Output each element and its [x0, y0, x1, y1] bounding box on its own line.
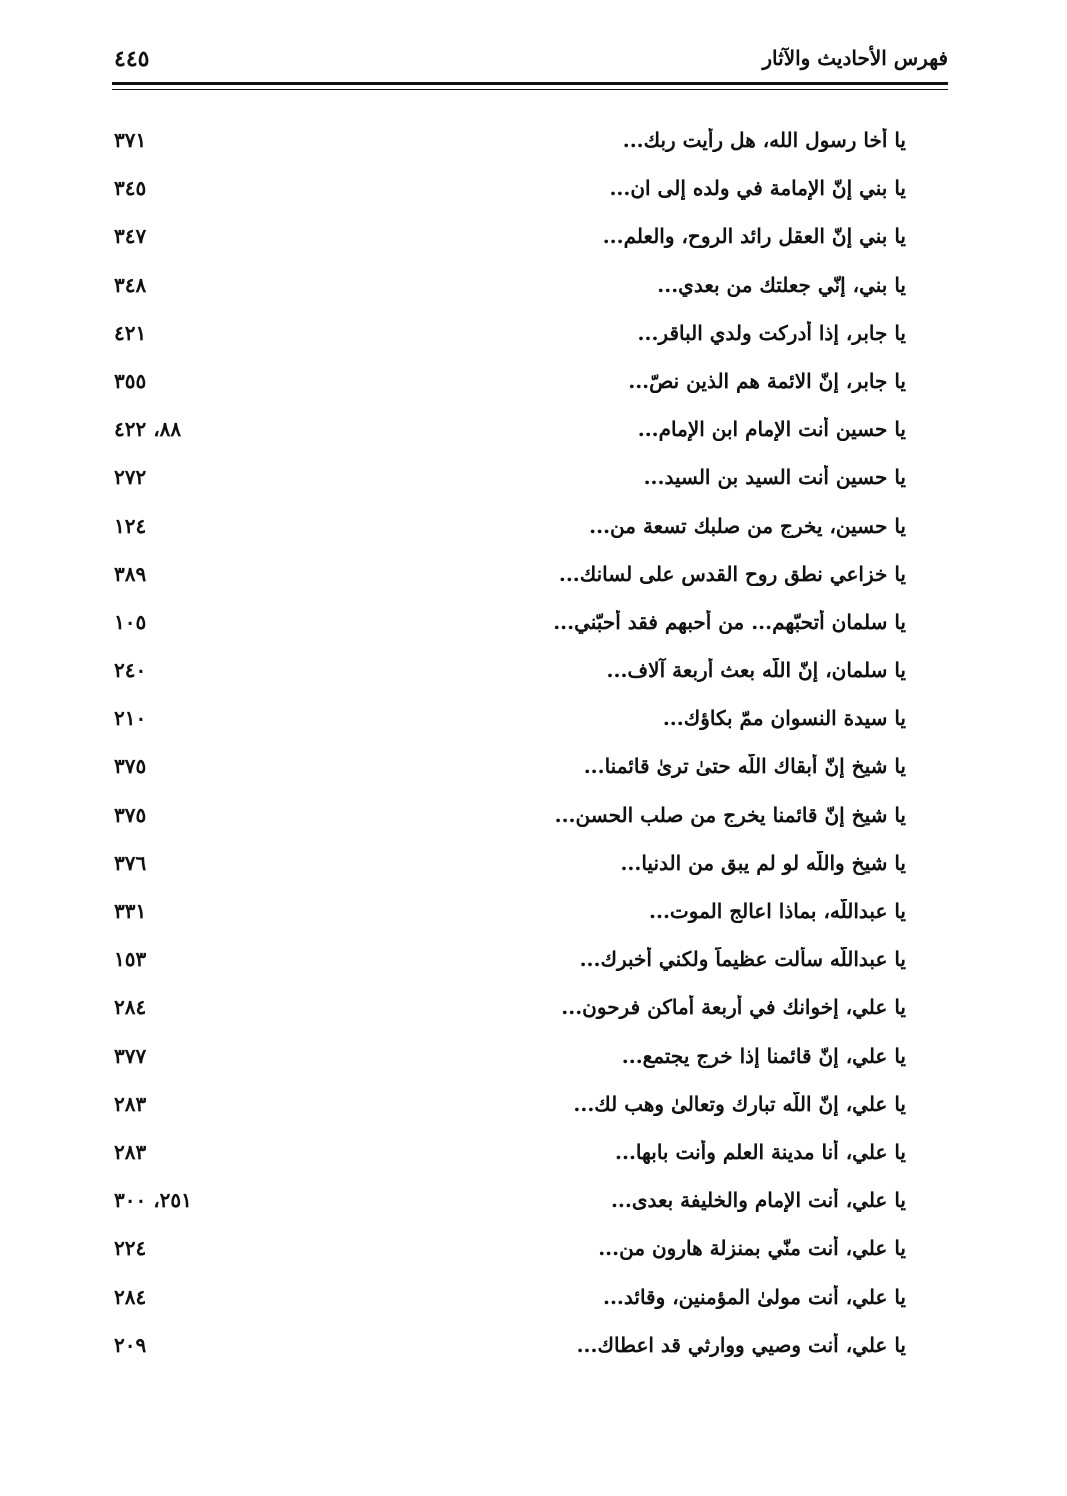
entry-text: يا شيخ إنّ أبقاك اللّه حتىٰ ترىٰ قائمنا... [583, 754, 906, 779]
entry-text: يا حسين أنت السيد بن السيد... [643, 465, 906, 490]
entry-text: يا شيخ واللّه لو لم يبق من الدنيا... [620, 850, 906, 875]
index-entry [112, 1086, 906, 1134]
entry-page-refs: ٣٧٧ [114, 1043, 147, 1068]
index-entry [112, 1230, 906, 1278]
index-entry [112, 556, 906, 604]
entry-text: يا علي، إخوانك في أربعة أماكن فرحون... [561, 995, 906, 1020]
entry-page-refs: ٢٠٩ [114, 1332, 147, 1357]
entry-page-refs: ١٢٤ [114, 513, 147, 538]
entry-text: يا بني، إنّي جعلتك من بعدي... [657, 272, 906, 297]
entry-text: يا سلمان أتحبّهم... من أحبهم فقد أحبّني... [553, 609, 906, 634]
index-entry [112, 1279, 906, 1327]
page-number: ٤٤٥ [114, 46, 150, 72]
index-entry [112, 170, 906, 218]
index-entry [112, 1038, 906, 1086]
entry-text: يا خزاعي نطق روح القدس على لسانك... [558, 561, 906, 586]
index-entry [112, 604, 906, 652]
index-entry [112, 218, 906, 266]
entry-text: يا حسين، يخرج من صلبك تسعة من... [589, 513, 906, 538]
header-rule-thin [112, 89, 948, 90]
entry-page-refs: ٣٧١ [114, 128, 147, 152]
entry-page-refs: ٣٤٥ [114, 176, 147, 201]
index-entry [112, 508, 906, 556]
index-entry [112, 893, 906, 941]
entry-text: يا شيخ إنّ قائمنا يخرج من صلب الحسن... [554, 802, 906, 827]
entry-text: يا علي، أنت الإمام والخليفة بعدى... [610, 1188, 906, 1213]
entry-page-refs: ٣٧٦ [114, 850, 147, 875]
running-title: فهرس الأحاديث والآثار [762, 46, 948, 70]
entry-text: يا علي، أنا مدينة العلم وأنت بابها... [615, 1139, 906, 1164]
index-entry [112, 1134, 906, 1182]
index-entry [112, 941, 906, 989]
entry-text: يا جابر، إذا أدركت ولدي الباقر... [637, 320, 906, 345]
hadith-index-list [112, 122, 906, 1375]
index-entry [112, 845, 906, 893]
entry-page-refs: ٣٣١ [114, 899, 147, 923]
page-header [112, 40, 948, 86]
entry-page-refs: ١٠٥ [114, 609, 147, 634]
entry-text: يا بني إنّ الإمامة في ولده إلى ان... [609, 176, 906, 201]
entry-page-refs: ٢٨٣ [114, 1139, 147, 1164]
entry-page-refs: ١٥٣ [114, 947, 147, 972]
entry-text: يا علي، إنّ اللّه تبارك وتعالىٰ وهب لك... [573, 1091, 906, 1116]
entry-page-refs: ٢١٠ [114, 706, 147, 731]
index-entry [112, 989, 906, 1037]
index-entry [112, 1182, 906, 1230]
entry-page-refs: ٤٢١ [114, 320, 147, 345]
entry-page-refs: ٢٢٤ [114, 1236, 147, 1261]
index-entry [112, 1327, 906, 1375]
entry-text: يا بني إنّ العقل رائد الروح، والعلم... [602, 224, 906, 249]
entry-page-refs: ٣٤٨ [114, 272, 147, 297]
entry-text: يا سلمان، إنّ اللّه بعث أربعة آلاف... [606, 658, 906, 683]
entry-page-refs: ٢٧٢ [114, 465, 147, 490]
entry-page-refs: ٣٨٩ [114, 561, 147, 586]
entry-page-refs: ٢٨٤ [114, 1284, 147, 1309]
index-entry [112, 363, 906, 411]
index-entry [112, 459, 906, 507]
entry-page-refs: ٢٨٤ [114, 995, 147, 1020]
entry-text: يا أخا رسول الله، هل رأيت ربك... [622, 128, 906, 152]
index-entry [112, 748, 906, 796]
entry-text: يا عبداللّه سألت عظيماً ولكني أخبرك... [579, 947, 906, 972]
entry-text: يا علي، أنت وصيي ووارثي قد اعطاك... [576, 1332, 906, 1357]
entry-page-refs: ٣٧٥ [114, 802, 147, 827]
entry-text: يا علي، أنت مولىٰ المؤمنين، وقائد... [603, 1284, 906, 1309]
entry-text: يا عبداللّه، بماذا اعالج الموت... [649, 899, 906, 923]
index-entry [112, 700, 906, 748]
entry-page-refs: ٢٨٣ [114, 1091, 147, 1116]
entry-page-refs: ٢٤٠ [114, 658, 147, 683]
entry-text: يا جابر، إنّ الائمة هم الذين نصّ... [628, 368, 906, 393]
index-entry [112, 411, 906, 459]
entry-text: يا سيدة النسوان ممّ بكاؤك... [662, 706, 906, 731]
index-entry [112, 267, 906, 315]
index-entry [112, 652, 906, 700]
index-entry [112, 797, 906, 845]
entry-text: يا حسين أنت الإمام ابن الإمام... [637, 417, 906, 442]
entry-text: يا علي، إنّ قائمنا إذا خرج يجتمع... [621, 1043, 906, 1068]
index-entry [112, 315, 906, 363]
header-rule-thick [112, 82, 948, 85]
entry-text: يا علي، أنت منّي بمنزلة هارون من... [598, 1236, 906, 1261]
entry-page-refs: ٢٥١، ٣٠٠ [114, 1188, 192, 1213]
entry-page-refs: ٣٥٥ [114, 368, 147, 393]
entry-page-refs: ٣٤٧ [114, 224, 147, 249]
entry-page-refs: ٣٧٥ [114, 754, 147, 779]
index-entry [112, 122, 906, 170]
entry-page-refs: ٨٨، ٤٢٢ [114, 417, 182, 442]
